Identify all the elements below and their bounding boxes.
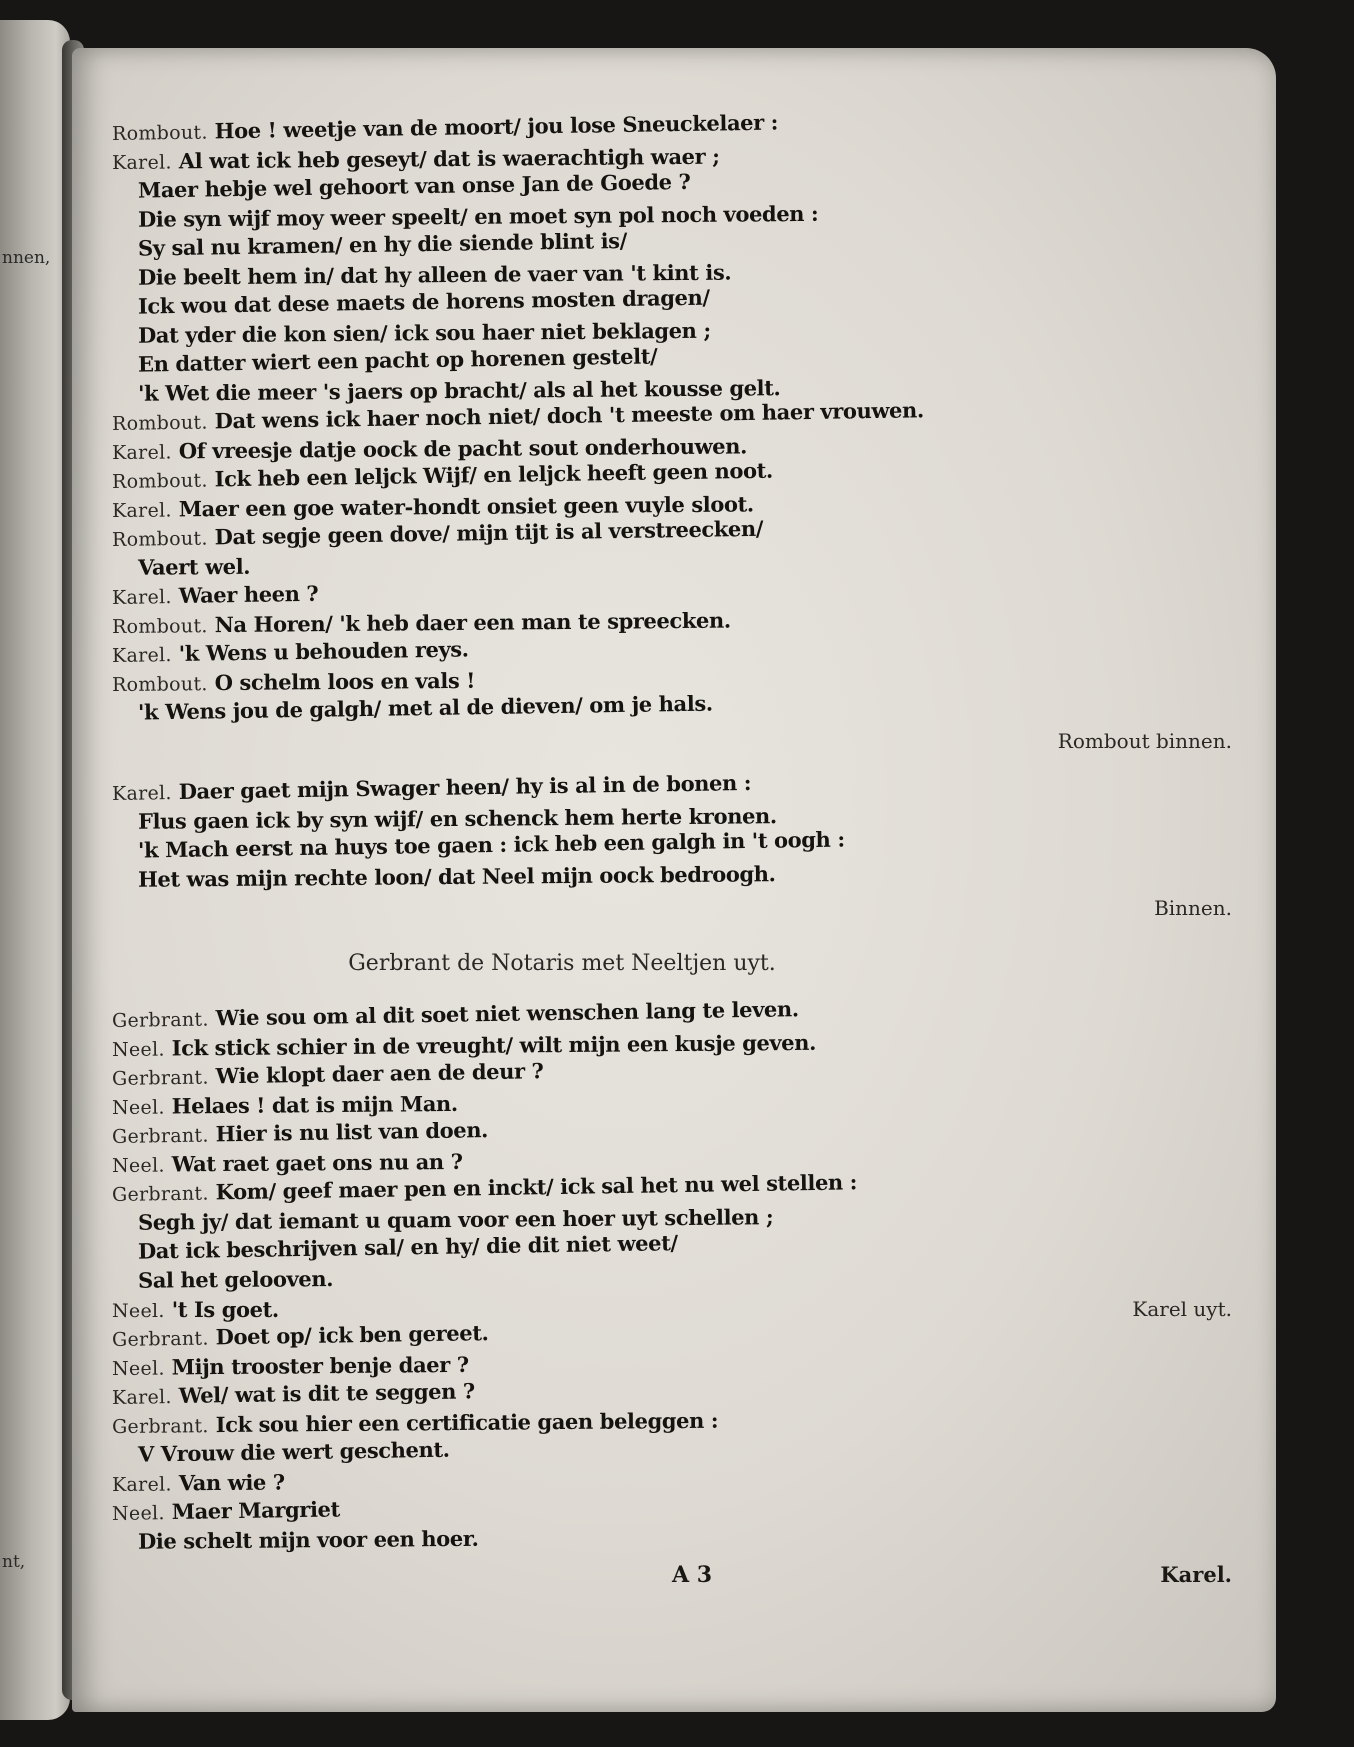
speaker-name: Rombout.: [111, 527, 208, 551]
speech-text: Wat raet gaet ons nu an ?: [171, 1148, 463, 1177]
speech-text: Segh jy/ dat iemant u quam voor een hoer uyt schellen ;: [137, 1204, 774, 1235]
stage-direction: Karel uyt.: [1132, 1297, 1232, 1321]
speaker-name: Neel.: [112, 1300, 165, 1322]
speech-text: Die beelt hem in/ dat hy alleen de vaer van 't kint is.: [137, 259, 732, 290]
speech-text: Ick heb een leljck Wijf/ en leljck heeft geen noot.: [214, 457, 773, 492]
speech-text: Mijn trooster benje daer ?: [171, 1351, 469, 1380]
speaker-name: Rombout.: [111, 673, 208, 696]
speech-text: Doet op/ ick ben gereet.: [215, 1320, 489, 1350]
speaker-name: Rombout.: [111, 469, 208, 493]
previous-page-edge: [0, 20, 70, 1720]
speaker-name: Neel.: [111, 1038, 165, 1061]
page-footer: [112, 1562, 1232, 1596]
speech-text: Ick sou hier een certificatie gaen beleggen :: [215, 1407, 719, 1438]
speech-text: Ick stick schier in de vreught/ wilt mijn een kusje geven.: [171, 1029, 817, 1061]
dialogue-block-d: [111, 1320, 1232, 1556]
left-page-fragment: nt,: [2, 1552, 26, 1572]
speech-text: Sy sal nu kramen/ en hy die siende blint is/: [137, 227, 628, 261]
speaker-name: Karel.: [111, 782, 172, 805]
speaker-name: Neel.: [111, 1502, 165, 1525]
stage-direction: Rombout binnen.: [1057, 729, 1232, 753]
speech-text: Dat segje geen dove/ mijn tijt is al verstreecken/: [214, 515, 764, 550]
dialogue-line: [112, 727, 1232, 756]
speech-text: En datter wiert een pacht op horenen gestelt/: [137, 343, 658, 377]
speaker-name: Rombout.: [111, 121, 208, 145]
speech-text: Ick wou dat dese maets de horens mosten dragen/: [137, 284, 710, 319]
speech-text: 'k Mach eerst na huys toe gaen : ick heb een galgh in 't oogh :: [137, 826, 845, 863]
page-text: [111, 109, 1232, 1596]
speech-text: Maer Margriet: [171, 1496, 340, 1525]
speech-text: Al wat ick heb geseyt/ dat is waerachtigh waer ;: [178, 143, 720, 174]
speech-text: Die schelt mijn voor een hoer.: [137, 1525, 479, 1554]
speech-text: Van wie ?: [178, 1469, 285, 1496]
speaker-name: Gerbrant.: [111, 1008, 209, 1032]
speaker-name: Gerbrant.: [111, 1124, 209, 1148]
speaker-name: Neel.: [111, 1357, 165, 1380]
speech-text: Maer hebje wel gehoort van onse Jan de Goede ?: [137, 168, 691, 203]
speaker-name: Karel.: [111, 1473, 172, 1496]
speech-text: Wel/ wat is dit te seggen ?: [178, 1378, 475, 1408]
dialogue-line: [112, 894, 1232, 923]
speech-text: Kom/ geef maer pen en inckt/ ick sal het nu wel stellen :: [215, 1169, 858, 1205]
speaker-name: Karel.: [111, 499, 172, 522]
speaker-name: Gerbrant.: [111, 1327, 209, 1351]
dialogue-block-a: [111, 109, 1232, 727]
book-page: [72, 48, 1276, 1712]
speaker-name: Gerbrant.: [111, 1066, 209, 1090]
speaker-name: Neel.: [111, 1154, 165, 1177]
speech-text: Waer heen ?: [178, 580, 319, 608]
speech-text: O schelm loos en vals !: [214, 667, 476, 696]
speech-text: Vaert wel.: [137, 553, 251, 580]
speech-text: Of vreesje datje oock de pacht sout onderhouwen.: [178, 433, 748, 464]
speaker-name: Karel.: [111, 1386, 172, 1409]
speech-text: 'k Wens u behouden reys.: [178, 636, 469, 666]
speaker-name: Karel.: [111, 151, 172, 174]
dialogue-block-c: [111, 996, 1232, 1295]
scene-heading: Gerbrant de Notaris met Neeltjen uyt.: [348, 951, 776, 976]
speech-text: Flus gaen ick by syn wijf/ en schenck hem herte kronen.: [137, 803, 777, 834]
catchword: Karel.: [1160, 1562, 1232, 1587]
speech-text: Dat wens ick haer noch niet/ doch 't meeste om haer vrouwen.: [214, 397, 924, 434]
dialogue-block-b: [111, 769, 1232, 894]
speech-text: V Vrouw die wert geschent.: [137, 1436, 450, 1467]
speech-text: Helaes ! dat is mijn Man.: [171, 1090, 458, 1119]
speaker-name: Karel.: [111, 586, 172, 609]
speaker-name: Gerbrant.: [111, 1415, 209, 1438]
speech-text: Wie klopt daer aen de deur ?: [215, 1058, 544, 1089]
speech-text: Daer gaet mijn Swager heen/ hy is al in de bonen :: [178, 769, 752, 804]
speech-text: Het was mijn rechte loon/ dat Neel mijn oock bedroogh.: [137, 861, 776, 892]
speaker-name: Karel.: [111, 644, 172, 667]
stage-direction: Binnen.: [1154, 896, 1232, 920]
speech-text: 'k Wens jou de galgh/ met al de dieven/ om je hals.: [137, 690, 713, 725]
speech-text: Dat ick beschrijven sal/ en hy/ die dit niet weet/: [137, 1230, 678, 1264]
speech-text: Hier is nu list van doen.: [215, 1117, 489, 1147]
speaker-name: Gerbrant.: [111, 1182, 209, 1206]
speech-text: Die syn wijf moy weer speelt/ en moet syn pol noch voeden :: [137, 200, 819, 232]
speech-text: Dat yder die kon sien/ ick sou haer niet beklagen ;: [137, 317, 711, 348]
speaker-name: Karel.: [111, 441, 172, 464]
signature-mark: A 3: [672, 1562, 713, 1588]
speech-text: Wie sou om al dit soet niet wenschen lang te leven.: [215, 996, 799, 1031]
speaker-name: Rombout.: [111, 411, 208, 435]
speech-text: Hoe ! weetje van de moort/ jou lose Sneuckelaer :: [214, 109, 779, 144]
speech-text: 'k Wet die meer 's jaers op bracht/ als al het kousse gelt.: [137, 375, 781, 406]
speech-text: 't Is goet.: [171, 1297, 279, 1322]
left-page-fragment: nnen,: [2, 248, 51, 268]
speech-text: Maer een goe water-hondt onsiet geen vuyle sloot.: [178, 491, 754, 522]
speaker-name: Neel.: [111, 1096, 165, 1119]
speaker-name: Rombout.: [111, 615, 208, 638]
speech-text: Na Horen/ 'k heb daer een man te spreecken.: [214, 607, 731, 638]
speech-text: Sal het gelooven.: [137, 1266, 334, 1293]
